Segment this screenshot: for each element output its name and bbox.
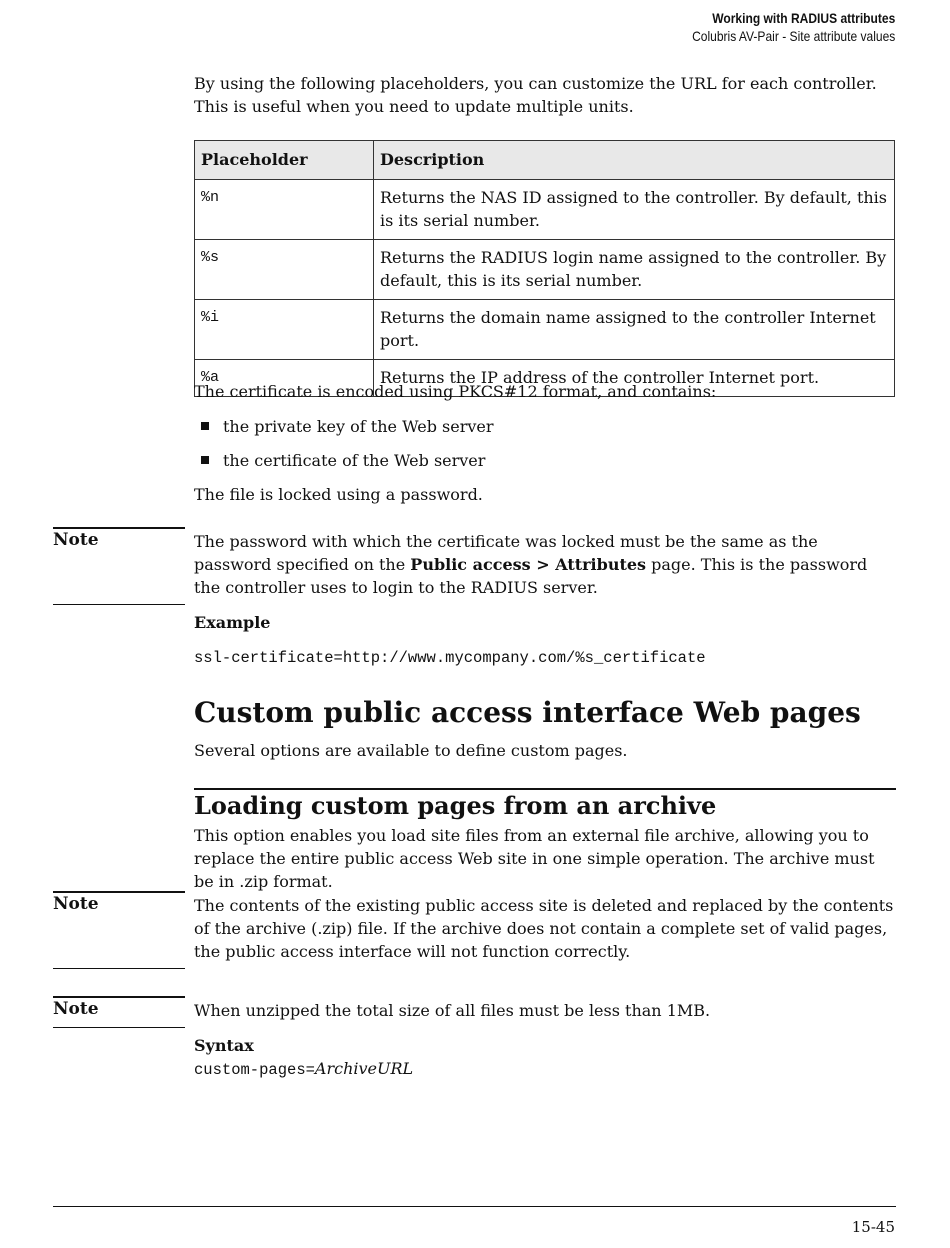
example-code: ssl-certificate=http://www.mycompany.com/%s_certificate xyxy=(194,649,706,667)
note-bottom-rule xyxy=(53,604,185,605)
column-header-placeholder: Placeholder xyxy=(195,141,374,180)
placeholder-cell: %a xyxy=(195,360,374,397)
square-bullet-icon xyxy=(201,422,209,430)
description-cell: Returns the IP address of the controller Internet port. xyxy=(374,360,895,397)
description-cell: Returns the RADIUS login name assigned to the controller. By default, this is its serial number. xyxy=(374,240,895,300)
page-number: 15-45 xyxy=(851,1218,895,1236)
square-bullet-icon xyxy=(201,456,209,464)
note-text: The contents of the existing public access site is deleted and replaced by the contents of the archive (.zip) file. If the archive does not contain a complete set of valid pages, the public access interface will not function correctly. xyxy=(194,896,894,961)
placeholder-cell: %i xyxy=(195,300,374,360)
example-heading: Example xyxy=(194,613,271,632)
description-cell: Returns the domain name assigned to the controller Internet port. xyxy=(374,300,895,360)
syntax-parameter: ArchiveURL xyxy=(314,1059,414,1078)
note-bottom-rule xyxy=(53,968,185,969)
header-title: Working with RADIUS attributes xyxy=(711,10,895,26)
note-bottom-rule xyxy=(53,1027,185,1028)
header-subtitle: Colubris AV-Pair - Site attribute values xyxy=(691,28,895,44)
note-top-rule xyxy=(53,527,185,529)
syntax-line xyxy=(194,1058,413,1081)
note-top-rule xyxy=(53,996,185,998)
description-cell: Returns the NAS ID assigned to the controller. By default, this is its serial number. xyxy=(374,180,895,240)
note-text-end: page. This is the password the controller uses to login to the RADIUS server. xyxy=(194,555,868,597)
running-header xyxy=(659,9,895,45)
syntax-heading: Syntax xyxy=(194,1036,254,1055)
syntax-code: custom-pages= xyxy=(194,1061,315,1079)
section-heading: Custom public access interface Web pages xyxy=(194,696,861,729)
intro-paragraph: By using the following placeholders, you can customize the URL for each controller. This is useful when you need to update multiple units. xyxy=(194,74,877,116)
table-row xyxy=(195,180,895,240)
bullet-item xyxy=(201,415,494,438)
bullet-item xyxy=(201,449,485,472)
section-rule xyxy=(194,788,896,790)
placeholder-cell: %s xyxy=(195,240,374,300)
table-row xyxy=(195,300,895,360)
note-top-rule xyxy=(53,891,185,893)
section-intro: Several options are available to define custom pages. xyxy=(194,741,628,760)
note-text-start: The password with which the certificate was locked must be the same as the password specified on the xyxy=(194,532,818,574)
column-header-description: Description xyxy=(374,141,895,180)
bullet-text: the private key of the Web server xyxy=(223,417,494,436)
placeholder-cell: %n xyxy=(195,180,374,240)
note-label: Note xyxy=(53,999,99,1019)
note-text: When unzipped the total size of all files must be less than 1MB. xyxy=(194,1001,711,1020)
locked-paragraph: The file is locked using a password. xyxy=(194,485,483,504)
table-row xyxy=(195,240,895,300)
note-label: Note xyxy=(53,894,99,914)
table-header-row xyxy=(195,141,895,180)
placeholder-table-wrap xyxy=(194,140,895,397)
note-label: Note xyxy=(53,530,99,550)
subsection-paragraph: This option enables you load site files from an external file archive, allowing you to replace the entire public access Web site in one simple operation. The archive must be in .zip format. xyxy=(194,826,875,891)
note-text xyxy=(194,530,896,599)
ui-path-bold: Public access > Attributes xyxy=(410,555,647,574)
placeholder-table xyxy=(194,140,895,397)
footer-rule xyxy=(53,1206,896,1207)
subsection-heading: Loading custom pages from an archive xyxy=(194,791,717,820)
bullet-text: the certificate of the Web server xyxy=(223,451,486,470)
certificate-paragraph: The certificate is encoded using PKCS#12 format, and contains: xyxy=(194,382,717,401)
